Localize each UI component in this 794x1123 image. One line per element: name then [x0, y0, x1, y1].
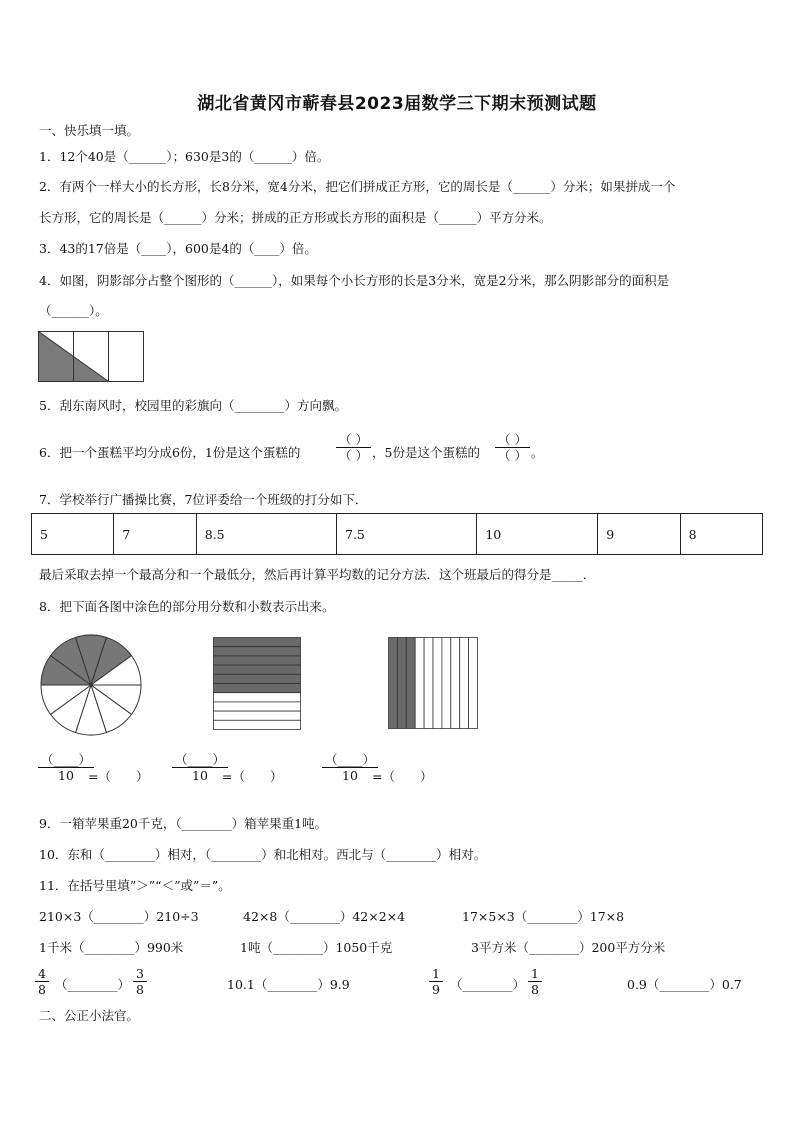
q11-row-2-item-3: 3平方米（________）200平方分米 — [471, 940, 666, 955]
column — [460, 638, 469, 729]
q11-fraction-4-8-denominator: 8 — [38, 982, 46, 997]
q11-fraction-3-8 — [133, 966, 147, 997]
q11-fraction-1-8-denominator: 8 — [531, 982, 539, 997]
column — [424, 638, 433, 729]
stripe — [214, 711, 301, 720]
score-cell: 8.5 — [196, 514, 336, 555]
q6-fraction-2-denominator: （ ） — [498, 448, 527, 463]
q11-fraction-1-8 — [528, 966, 542, 997]
column — [469, 638, 478, 729]
q6-fraction-1-denominator: （ ） — [339, 448, 368, 463]
question-8: 8．把下面各图中涂色的部分用分数和小数表示出来。 — [39, 599, 335, 614]
table-row — [32, 514, 763, 555]
question-6-part-2: ，5份是这个蛋糕的 — [372, 445, 480, 460]
column — [415, 638, 424, 729]
stripe-shaded — [214, 665, 301, 674]
q11-fraction-4-8 — [35, 966, 49, 997]
q8-answer-3-denominator: 10 — [342, 768, 358, 783]
q11-fraction-1-9 — [429, 966, 443, 997]
q6-fraction-1-numerator: （ ） — [339, 432, 368, 447]
column-shaded — [397, 638, 406, 729]
q11-row-3-item-2: 10.1（________）9.9 — [227, 977, 350, 992]
question-7-intro: 7．学校举行广播操比赛，7位评委给一个班级的打分如下． — [39, 492, 368, 507]
q7-score-table — [31, 513, 763, 555]
question-6-part-1: 6．把一个蛋糕平均分成6份，1份是这个蛋糕的 — [39, 445, 301, 460]
column-shaded — [406, 638, 415, 729]
stripe — [214, 720, 301, 729]
q8-answer-2-denominator: 10 — [192, 768, 208, 783]
question-7-after: 最后采取去掉一个最高分和一个最低分，然后再计算平均数的记分方法．这个班最后的得分是_____. — [39, 567, 587, 582]
q11-fraction-3-8-denominator: 8 — [136, 982, 144, 997]
page-title: 湖北省黄冈市蕲春县2023届数学三下期末预测试题 — [197, 94, 597, 114]
question-5: 5．刮东南风时，校园里的彩旗向（________）方向飘。 — [39, 398, 347, 413]
q8-answer-2-fraction — [172, 752, 228, 783]
q11-row-1-item-3: 17×5×3（________）17×8 — [462, 909, 625, 924]
column-shaded — [389, 638, 398, 729]
q8-answer-1-numerator: （____） — [41, 752, 92, 767]
question-6-part-3: 。 — [531, 445, 544, 460]
q4-rectangle-figure — [38, 331, 146, 383]
score-cell: 8 — [680, 514, 762, 555]
score-cell: 7 — [114, 514, 196, 555]
stripe-shaded — [214, 684, 301, 693]
q11-row-1-item-2: 42×8（________）42×2×4 — [243, 909, 406, 924]
question-1: 1．12个40是（______）；630是3的（______）倍。 — [39, 149, 330, 164]
question-11: 11．在括号里填”＞”“＜”或”＝”。 — [39, 878, 231, 893]
stripe-shaded — [214, 647, 301, 656]
q8-horizontal-stripes-square — [213, 637, 301, 730]
q8-answer-2-decimal: =（ ） — [222, 769, 283, 784]
question-4-line-1: 4．如图，阴影部分占整个图形的（______），如果每个小长方形的长是3分米，宽是2分米，那么阴影部分的面积是 — [39, 273, 670, 288]
q8-answer-1-decimal: =（ ） — [88, 769, 149, 784]
score-cell: 10 — [477, 514, 598, 555]
q11-row-2-item-2: 1吨（________）1050千克 — [240, 940, 393, 955]
q8-answer-3-decimal: =（ ） — [372, 769, 433, 784]
score-cell: 7.5 — [337, 514, 477, 555]
q11-row-2-item-1: 1千米（________）990米 — [39, 940, 184, 955]
q8-vertical-stripes-square — [388, 637, 478, 729]
q8-answer-3-fraction — [322, 752, 378, 783]
q11-fraction-3-8-numerator: 3 — [136, 966, 144, 981]
question-10: 10．东和（________）相对，（________）和北相对。西北与（________）相对。 — [39, 847, 487, 862]
section-2-heading: 二、公正小法官。 — [39, 1008, 140, 1023]
q8-answer-3-numerator: （____） — [325, 752, 376, 767]
q8-answer-1-fraction — [38, 752, 94, 783]
score-cell: 9 — [598, 514, 680, 555]
section-1-heading: 一、快乐填一填。 — [39, 123, 140, 138]
column — [442, 638, 451, 729]
q11-fraction-1-8-numerator: 1 — [531, 966, 539, 981]
stripe — [214, 702, 301, 711]
q11-fraction-4-8-numerator: 4 — [38, 966, 46, 981]
q11-row-1-item-1: 210×3（________）210÷3 — [39, 909, 199, 924]
question-9: 9．一箱苹果重20千克，（________）箱苹果重1吨。 — [39, 816, 328, 831]
q11-fraction-1-9-numerator: 1 — [432, 966, 440, 981]
stripe-shaded — [214, 674, 301, 683]
column — [433, 638, 442, 729]
column — [451, 638, 460, 729]
q6-fraction-2 — [495, 432, 530, 463]
stripe — [214, 693, 301, 702]
question-2-line-2: 长方形，它的周长是（______）分米；拼成的正方形或长方形的面积是（______）平方分米。 — [39, 210, 552, 225]
score-cell: 5 — [32, 514, 114, 555]
q8-pie-circle — [40, 634, 142, 736]
stripe-shaded — [214, 638, 301, 647]
q11-fraction-1-9-denominator: 9 — [432, 982, 440, 997]
stripe-shaded — [214, 656, 301, 665]
question-2-line-1: 2．有两个一样大小的长方形，长8分米，宽4分米，把它们拼成正方形，它的周长是（______）分米；如果拼成一个 — [39, 179, 676, 194]
q11-row-3-blank-3: （________） — [450, 977, 526, 992]
q11-row-3-item-4: 0.9（________）0.7 — [627, 977, 742, 992]
q8-answer-1-denominator: 10 — [58, 768, 74, 783]
question-4-line-2: （______）。 — [39, 303, 108, 318]
q6-fraction-1 — [336, 432, 371, 463]
q11-row-3-blank-1: （________） — [55, 977, 131, 992]
q8-answer-2-numerator: （____） — [175, 752, 226, 767]
q6-fraction-2-numerator: （ ） — [498, 432, 527, 447]
question-3: 3．43的17倍是（____），600是4的（____）倍。 — [39, 241, 317, 256]
